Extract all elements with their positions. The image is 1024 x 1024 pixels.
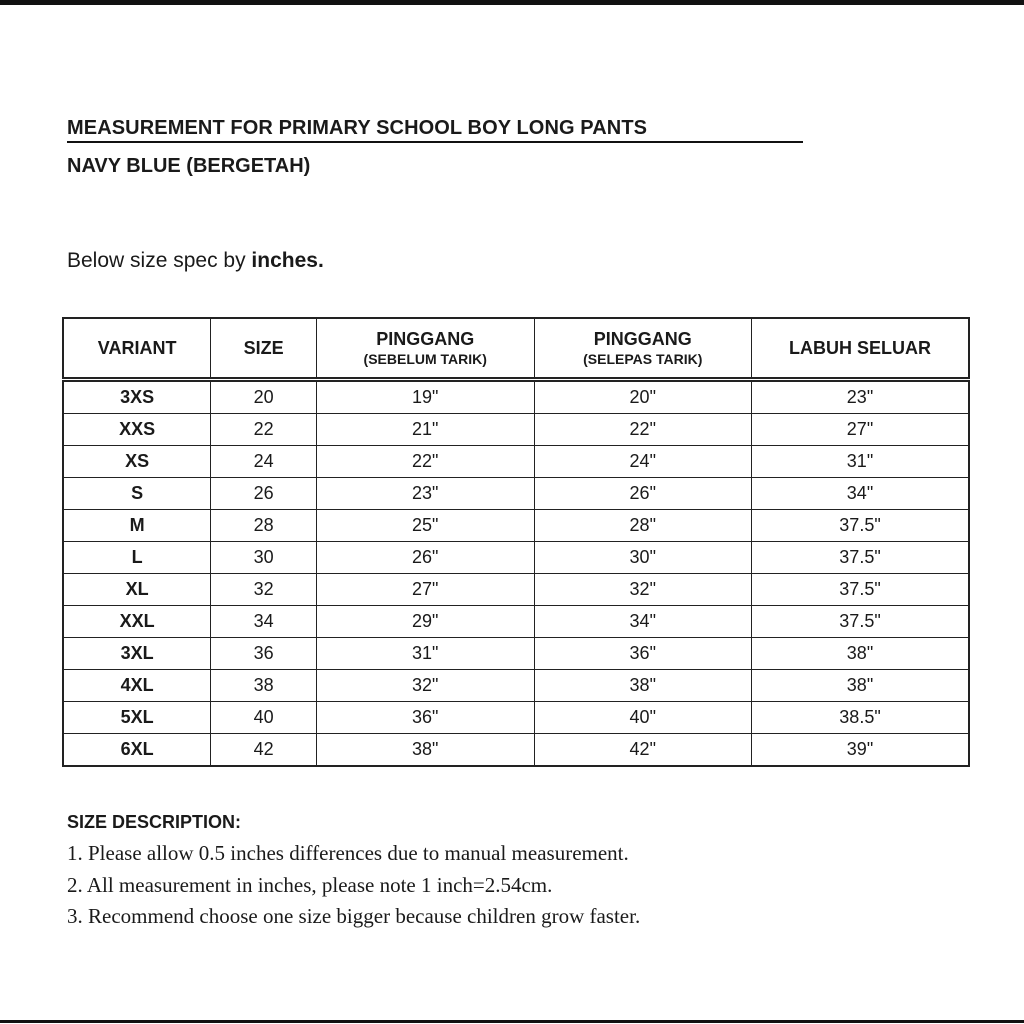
header-variant [63, 318, 211, 380]
intro-emphasis: inches. [251, 249, 324, 272]
table-row [63, 542, 969, 574]
cell-variant: XXS [63, 414, 211, 446]
header-sublabel: (SEBELUM TARIK) [363, 351, 487, 367]
cell-size: 22 [211, 414, 317, 446]
header-labuh-seluar [752, 318, 969, 380]
header-size [211, 318, 317, 380]
table-row [63, 510, 969, 542]
cell-pinggang-sebelum-tarik: 22" [316, 446, 534, 478]
cell-variant: S [63, 478, 211, 510]
table-header [63, 318, 969, 380]
cell-pinggang-sebelum-tarik: 36" [316, 702, 534, 734]
cell-pinggang-sebelum-tarik: 26" [316, 542, 534, 574]
cell-pinggang-selepas-tarik: 30" [534, 542, 752, 574]
cell-labuh-seluar: 23" [752, 380, 969, 414]
document-subtitle: NAVY BLUE (BERGETAH) [67, 155, 311, 177]
cell-labuh-seluar: 37.5" [752, 510, 969, 542]
table-header-row [63, 318, 969, 380]
cell-pinggang-sebelum-tarik: 31" [316, 638, 534, 670]
header-label: SIZE [243, 338, 284, 358]
table-row [63, 478, 969, 510]
cell-size: 36 [211, 638, 317, 670]
table-row [63, 606, 969, 638]
note-item: 3. Recommend choose one size bigger because children grow faster. [67, 904, 641, 928]
cell-size: 40 [211, 702, 317, 734]
table-row [63, 574, 969, 606]
cell-pinggang-selepas-tarik: 24" [534, 446, 752, 478]
table-row [63, 702, 969, 734]
cell-labuh-seluar: 38" [752, 670, 969, 702]
table-body [63, 380, 969, 767]
cell-variant: XXL [63, 606, 211, 638]
cell-pinggang-sebelum-tarik: 27" [316, 574, 534, 606]
header-label: PINGGANG [376, 329, 475, 349]
cell-size: 26 [211, 478, 317, 510]
cell-labuh-seluar: 34" [752, 478, 969, 510]
cell-labuh-seluar: 39" [752, 734, 969, 767]
cell-labuh-seluar: 38.5" [752, 702, 969, 734]
header-pinggang-selepas-tarik [534, 318, 752, 380]
cell-variant: 3XL [63, 638, 211, 670]
cell-size: 34 [211, 606, 317, 638]
cell-pinggang-selepas-tarik: 22" [534, 414, 752, 446]
cell-size: 32 [211, 574, 317, 606]
cell-pinggang-sebelum-tarik: 25" [316, 510, 534, 542]
intro-prefix: Below size spec by [67, 249, 252, 272]
size-description-notes [67, 838, 640, 933]
cell-size: 38 [211, 670, 317, 702]
cell-labuh-seluar: 37.5" [752, 606, 969, 638]
cell-labuh-seluar: 37.5" [752, 542, 969, 574]
note-item: 2. All measurement in inches, please note 1 inch=2.54cm. [67, 872, 553, 897]
cell-size: 30 [211, 542, 317, 574]
cell-pinggang-selepas-tarik: 28" [534, 510, 752, 542]
cell-pinggang-selepas-tarik: 42" [534, 734, 752, 767]
bottom-border-line [0, 1020, 1024, 1023]
cell-variant: 5XL [63, 702, 211, 734]
cell-pinggang-selepas-tarik: 40" [534, 702, 752, 734]
cell-variant: XL [63, 574, 211, 606]
cell-variant: 4XL [63, 670, 211, 702]
header-label: LABUH SELUAR [789, 338, 932, 358]
header-sublabel: (SELEPAS TARIK) [583, 351, 703, 367]
cell-variant: 6XL [63, 734, 211, 767]
table-row [63, 414, 969, 446]
cell-size: 20 [211, 380, 317, 414]
table-row [63, 670, 969, 702]
cell-pinggang-selepas-tarik: 36" [534, 638, 752, 670]
table-row [63, 734, 969, 767]
cell-variant: 3XS [63, 380, 211, 414]
size-description-heading: SIZE DESCRIPTION: [67, 812, 242, 832]
header-pinggang-sebelum-tarik [316, 318, 534, 380]
cell-pinggang-selepas-tarik: 26" [534, 478, 752, 510]
table-row [63, 446, 969, 478]
cell-pinggang-selepas-tarik: 38" [534, 670, 752, 702]
cell-variant: XS [63, 446, 211, 478]
cell-variant: M [63, 510, 211, 542]
cell-pinggang-selepas-tarik: 32" [534, 574, 752, 606]
note-item: 1. Please allow 0.5 inches differences due to manual measurement. [67, 841, 629, 865]
cell-size: 24 [211, 446, 317, 478]
intro-text [67, 247, 324, 275]
document-title: MEASUREMENT FOR PRIMARY SCHOOL BOY LONG PANTS [67, 115, 803, 143]
cell-pinggang-sebelum-tarik: 21" [316, 414, 534, 446]
cell-pinggang-selepas-tarik: 34" [534, 606, 752, 638]
cell-pinggang-sebelum-tarik: 19" [316, 380, 534, 414]
table-row [63, 380, 969, 414]
cell-pinggang-sebelum-tarik: 29" [316, 606, 534, 638]
cell-pinggang-selepas-tarik: 20" [534, 380, 752, 414]
top-border-line [0, 0, 1024, 5]
cell-pinggang-sebelum-tarik: 23" [316, 478, 534, 510]
cell-pinggang-sebelum-tarik: 32" [316, 670, 534, 702]
size-spec-table [62, 317, 970, 767]
cell-size: 42 [211, 734, 317, 767]
cell-size: 28 [211, 510, 317, 542]
cell-variant: L [63, 542, 211, 574]
table-row [63, 638, 969, 670]
cell-labuh-seluar: 37.5" [752, 574, 969, 606]
cell-pinggang-sebelum-tarik: 38" [316, 734, 534, 767]
cell-labuh-seluar: 38" [752, 638, 969, 670]
header-label: PINGGANG [593, 329, 692, 349]
cell-labuh-seluar: 31" [752, 446, 969, 478]
header-label: VARIANT [97, 338, 177, 358]
cell-labuh-seluar: 27" [752, 414, 969, 446]
